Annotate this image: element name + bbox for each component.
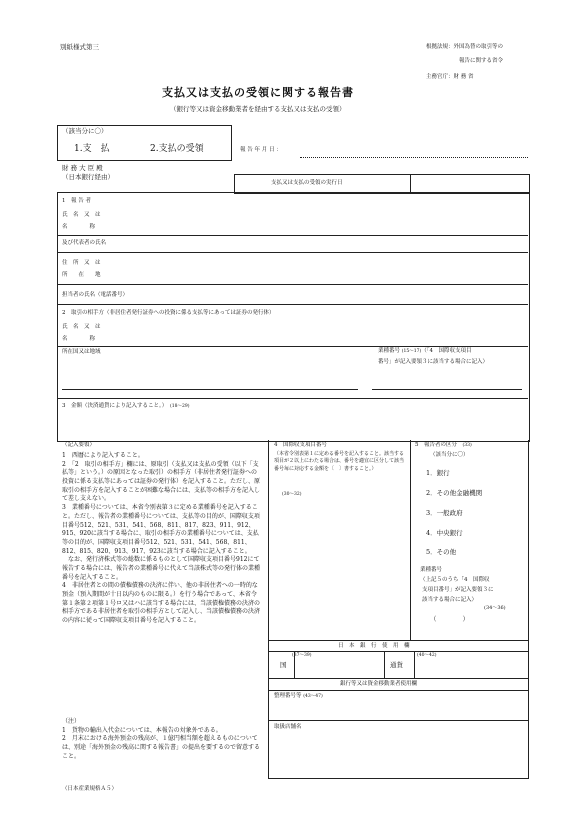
sec1-rule3 [58, 284, 528, 285]
boj-divider-2 [384, 651, 385, 678]
instruction-item-4: 4 非居住者との間の債権債務の決済に伴い、他の非居住者への一時的な預金（預入期間が十日以内のものに限る。）を行う場合であって、本省令第１条第２項第１号ロ又はハに該当する場合には、当該債権債務の決済の相手方である非居住者を取引の相手方として記入し、当該債権債務の決済の内容に従って国際収支項目番号を記入すること。 [62, 582, 261, 625]
form-id: 別紙様式第三 [60, 43, 99, 51]
exec-date-label: 支払又は支払の受領の実行日 [271, 180, 343, 186]
bank-bottom-rule [268, 778, 529, 779]
sec4-note: （本省令別表第１に定める番号を記入すること。該当する項目が２以上にわたる場合は、番号を適宜に区分して該当番号毎に対応する金額を〔 〕書すること。） [274, 451, 405, 472]
bank-branch-label: 取扱店舗名 [274, 724, 302, 730]
instruction-item-3: 3 業種番号については、本省令別表第３に定める業種番号を記入すること。ただし、報告者の業種番号については、支払等の目的が、国際収支項目番号512、521、531、541、568、811、817、823、911、912、915、920に該当する場合に、取引の相手方の業種番号については、支払等の目的が、国際収支項目番号512、521、531、541、568、811、812、815、820、913、917、923に該当する場合に記入すること。 [62, 504, 260, 555]
sec5-industry-note1: （上記５のうち「4 国際収 [420, 577, 490, 583]
boj-title: 日 本 銀 行 使 用 欄 [338, 643, 410, 649]
sec2-top-rule [58, 304, 528, 305]
lower-right-edge [528, 440, 529, 778]
sec2-country: 所在国又は地域 [62, 349, 101, 355]
sec5-industry-label: 業種番号 [420, 567, 443, 573]
reporter-type-3[interactable]: 3．一般政府 [426, 509, 463, 517]
law-label-2: 報告に関する省令 [459, 58, 504, 64]
sec2-industry-note: 番号」が記入要領３に該当する場合に記入） [378, 359, 489, 365]
page-subtitle: （銀行等又は資金移動業者を経由する支払又は支払の受領） [170, 105, 346, 113]
sec1-addr-a: 住 所 又 は [62, 260, 101, 266]
sec5-title: 5 報告者の区分 (33) [415, 442, 472, 448]
boj-currency-label: 通貨 [390, 661, 403, 669]
sec5-industry-note3: 該当する場合に記入） [422, 597, 478, 603]
sec1-rule1 [58, 235, 528, 236]
notes-title: （注） [62, 718, 81, 725]
boj-divider-3 [414, 651, 415, 678]
report-date-field[interactable] [300, 157, 528, 158]
exec-date-divider [410, 174, 411, 193]
sec3-title: 3 金額（決済通貨により記入すること。） (18〜29) [62, 403, 190, 409]
option-receipt[interactable]: 2.支払の受領 [150, 144, 204, 154]
boj-range-2: (40〜42) [417, 653, 437, 658]
instruction-item-1: 1 西暦により記入すること。 [62, 452, 144, 459]
applicable-label: （該当分に〇） [62, 127, 108, 135]
lower-divider-1 [268, 440, 269, 778]
jis-label: （日本産業規格Ａ５） [62, 786, 118, 792]
reporter-type-4[interactable]: 4．中央銀行 [426, 529, 463, 537]
boj-range-1: (37〜39) [292, 653, 312, 658]
bank-ref-label: 整理番号等 (43〜47) [274, 693, 323, 699]
instruction-item-3-note: なお、発行済株式等の総数に係るものとして国際収支項目番号912にて報告する場合には、報告者の業種番号に代えて当該株式等の発行体の業種番号を記入すること。 [62, 556, 261, 581]
sec1-title: 1 報 告 者 [62, 198, 91, 204]
instruction-item-2: 2 「2 取引の相手方」欄には、原取引（支払又は支払の受領（以下「支払等」という。）の原因となった取引）の相手方（非居住者発行証券への投資に係る支払等にあっては証券の発行体）を記入すること。ただし、原取引の相手方を記入することが困難な場合には、支払等の相手方を記入して差し支えない。 [62, 460, 261, 503]
bank-ref-rule [268, 720, 528, 721]
sec2-rule1 [58, 346, 528, 347]
sec5-industry-field[interactable]: （ ） [430, 615, 469, 623]
sec2-country-field[interactable] [62, 389, 358, 390]
sec3-top-rule [58, 398, 528, 399]
law-label: 根拠法規：外国為替の取引等の [426, 44, 504, 50]
instructions-title: （記入要領） [62, 442, 96, 448]
sec1-name-a: 氏 名 又 は [62, 212, 101, 218]
sec5-industry-note2: 支項目番号」が記入要領３に [422, 587, 494, 593]
sec1-rule2 [58, 252, 528, 253]
boj-bottom-rule [268, 678, 528, 679]
notes-block [62, 718, 262, 761]
bank-title: 銀行等又は資金移動業者使用欄 [340, 681, 418, 687]
sec1-addr-b: 所 在 地 [62, 272, 101, 278]
option-payment[interactable]: 1.支 払 [74, 144, 110, 154]
sec4-title: 4 国際収支項目番号 [274, 442, 327, 448]
boj-top-rule [268, 640, 528, 641]
lower-divider-2 [410, 440, 411, 640]
instructions-body [62, 452, 262, 626]
ministry-label: 主務官庁：財 務 省 [426, 74, 474, 80]
bank-rule [268, 690, 528, 691]
sec1-name-b: 名 称 [62, 224, 96, 230]
sec4-range: (30〜32) [282, 492, 302, 497]
sec2-name-b: 名 称 [62, 336, 96, 342]
sec2-industry-field[interactable] [372, 389, 522, 390]
report-date-label: 報 告 年 月 日 ： [240, 147, 282, 153]
reporter-type-5[interactable]: 5．その他 [426, 548, 457, 556]
addressee-line2: （日本銀行経由） [62, 173, 114, 181]
page-title: 支払又は支払の受領に関する報告書 [162, 86, 354, 99]
sec5-sub: （該当分に〇） [430, 452, 469, 458]
sec2-industry-label: 業種番号 (15〜17)（「4 国際収支項目 [378, 348, 472, 354]
reporter-type-2[interactable]: 2．その他金融機関 [426, 489, 483, 497]
addressee-line1: 財 務 大 臣 殿 [62, 164, 103, 172]
note-item-2: 2 月末における海外預金の残高が、１億円相当額を超えるものについては、別途「海外預金の残高に関する報告書」の提出を要するので留意すること。 [62, 735, 261, 760]
boj-country-label: 国 [280, 661, 287, 669]
sec2-name-a: 氏 名 又 は [62, 324, 101, 330]
sec2-title: 2 取引の相手方（非居住者発行証券への投資に係る支払等にあっては証券の発行体） [62, 310, 275, 316]
reporter-type-1[interactable]: 1．銀行 [426, 469, 450, 477]
boj-divider-1 [294, 651, 295, 678]
note-item-1: 1 貨物の輸出入代金については、本報告の対象外である。 [62, 726, 222, 734]
sec5-industry-range: (34〜36) [484, 605, 506, 611]
sec1-rep: 及び代表者の氏名 [62, 240, 107, 246]
boj-rule [268, 651, 528, 652]
sec1-contact: 担当者の氏名（電話番号） [62, 292, 129, 298]
